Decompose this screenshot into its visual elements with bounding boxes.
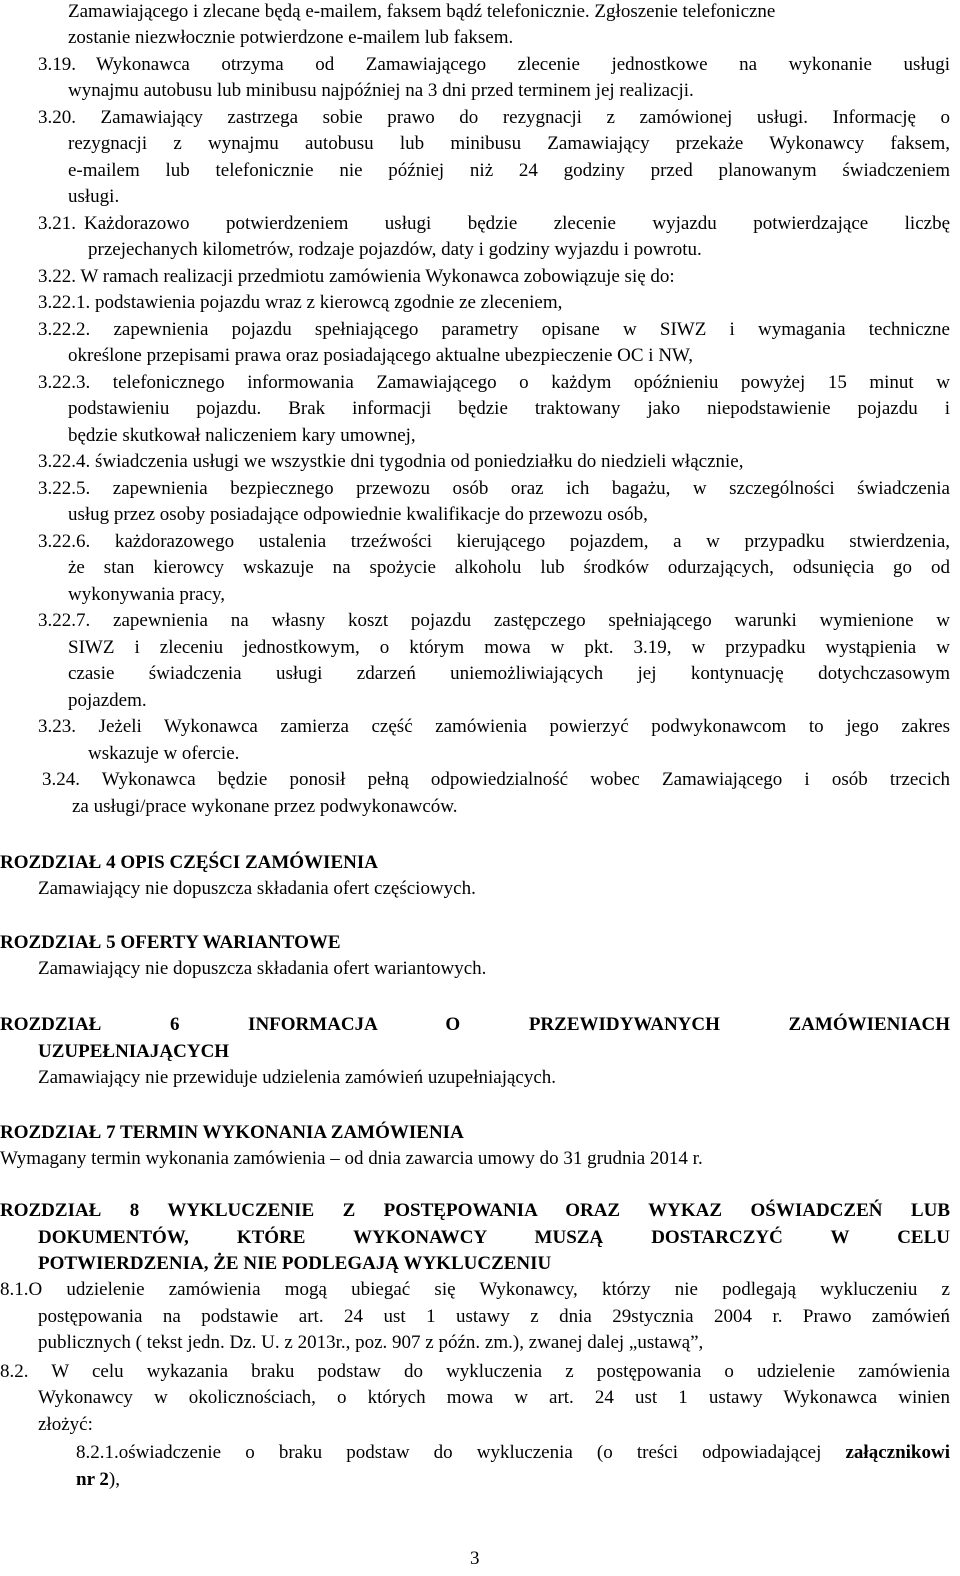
paragraph-3-22-7-line: czasie świadczenia usługi zdarzeń uniemożliwiających jej kontynuację dotychczasowym (68, 663, 950, 684)
paragraph-3-21-line: 3.21. Każdorazowo potwierdzeniem usługi będzie zlecenie wyjazdu potwierdzające liczbę (38, 213, 950, 234)
section-text: Zamawiający nie dopuszcza składania ofert częściowych. (38, 878, 476, 899)
paragraph-3-20-line: 3.20. Zamawiający zastrzega sobie prawo do rezygnacji z zamówionej usługi. Informację o (38, 107, 950, 128)
paragraph-8-1-line: publicznych ( tekst jedn. Dz. U. z 2013r., poz. 907 z późn. zm.), zwanej dalej „ustawą”, (38, 1332, 704, 1353)
paragraph-3-24-line: za usługi/prace wykonane przez podwykonawców. (72, 796, 458, 817)
paragraph-3-22-2-line: określone przepisami prawa oraz posiadającego aktualne ubezpieczenie OC i NW, (68, 345, 693, 366)
section-heading: UZUPEŁNIAJĄCYCH (38, 1041, 230, 1062)
paragraph-3-22-3-line: 3.22.3. telefonicznego informowania Zamawiającego o każdym opóźnieniu powyżej 15 minut w (38, 372, 950, 393)
paragraph-8-1-line: 8.1.O udzielenie zamówienia mogą ubiegać się Wykonawcy, którzy nie podlegają wykluczeniu z (0, 1279, 950, 1300)
paragraph-8-2-1-line: nr 2), (76, 1469, 120, 1490)
paragraph-3-22-7-line: pojazdem. (68, 690, 147, 711)
paragraph-8-1-line: postępowania na podstawie art. 24 ust 1 ustawy z dnia 29stycznia 2004 r. Prawo zamówień (38, 1306, 950, 1327)
section-text: Zamawiający nie dopuszcza składania ofert wariantowych. (38, 958, 487, 979)
paragraph-line: Zamawiającego i zlecane będą e-mailem, faksem bądź telefonicznie. Zgłoszenie telefoniczne (68, 1, 776, 22)
section-heading: DOKUMENTÓW, KTÓRE WYKONAWCY MUSZĄ DOSTARCZYĆ W CELU (38, 1227, 950, 1248)
paragraph-3-19-line: 3.19. Wykonawca otrzyma od Zamawiającego zlecenie jednostkowe na wykonanie usługi (38, 54, 950, 75)
section-heading: ROZDZIAŁ 7 TERMIN WYKONANIA ZAMÓWIENIA (0, 1122, 464, 1143)
paragraph-3-20-line: rezygnacji z wynajmu autobusu lub minibusu Zamawiający przekaże Wykonawcy faksem, (68, 133, 950, 154)
paragraph-3-22-2-line: 3.22.2. zapewnienia pojazdu spełniającego parametry opisane w SIWZ i wymagania techniczne (38, 319, 950, 340)
section-heading: ROZDZIAŁ 6 INFORMACJA O PRZEWIDYWANYCH ZAMÓWIENIACH (0, 1014, 950, 1035)
paragraph-3-22-1-line: 3.22.1. podstawienia pojazdu wraz z kierowcą zgodnie ze zleceniem, (38, 292, 563, 313)
paragraph-3-22-line: 3.22. W ramach realizacji przedmiotu zamówienia Wykonawca zobowiązuje się do: (38, 266, 675, 287)
section-heading: POTWIERDZENIA, ŻE NIE PODLEGAJĄ WYKLUCZENIU (38, 1253, 552, 1274)
paragraph-3-22-7-line: 3.22.7. zapewnienia na własny koszt pojazdu zastępczego spełniającego warunki wymienione w (38, 610, 950, 631)
paragraph-3-22-6-line: że stan kierowcy wskazuje na spożycie alkoholu lub środków odurzających, odsunięcia go od (68, 557, 950, 578)
section-heading: ROZDZIAŁ 5 OFERTY WARIANTOWE (0, 932, 341, 953)
paragraph-3-22-3-line: będzie skutkował naliczeniem kary umownej, (68, 425, 416, 446)
section-text: Wymagany termin wykonania zamówienia – od dnia zawarcia umowy do 31 grudnia 2014 r. (0, 1148, 703, 1169)
paragraph-3-22-5-line: 3.22.5. zapewnienia bezpiecznego przewozu osób oraz ich bagażu, w szczególności świadczenia (38, 478, 950, 499)
paragraph-3-21-line: przejechanych kilometrów, rodzaje pojazdów, daty i godziny wyjazdu i powrotu. (88, 239, 702, 260)
paragraph-8-2-1-line: 8.2.1.oświadczenie o braku podstaw do wykluczenia (o treści odpowiadającej załącznikowi (76, 1442, 950, 1463)
paragraph-3-20-line: usługi. (68, 186, 120, 207)
paragraph-line: zostanie niezwłocznie potwierdzone e-mailem lub faksem. (68, 27, 514, 48)
section-text: Zamawiający nie przewiduje udzielenia zamówień uzupełniających. (38, 1067, 557, 1088)
paragraph-3-22-6-line: 3.22.6. każdorazowego ustalenia trzeźwości kierującego pojazdem, a w przypadku stwierdzenia, (38, 531, 950, 552)
paragraph-3-22-6-line: wykonywania pracy, (68, 584, 226, 605)
paragraph-3-22-7-line: SIWZ i zleceniu jednostkowym, o którym mowa w pkt. 3.19, w przypadku wystąpienia w (68, 637, 950, 658)
paragraph-3-24-line: 3.24. Wykonawca będzie ponosił pełną odpowiedzialność wobec Zamawiającego i osób trzecich (42, 769, 950, 790)
paragraph-3-22-4-line: 3.22.4. świadczenia usługi we wszystkie dni tygodnia od poniedziałku do niedzieli włącznie, (38, 451, 744, 472)
paragraph-3-22-5-line: usług przez osoby posiadające odpowiednie kwalifikacje do przewozu osób, (68, 504, 648, 525)
section-heading: ROZDZIAŁ 8 WYKLUCZENIE Z POSTĘPOWANIA ORAZ WYKAZ OŚWIADCZEŃ LUB (0, 1200, 950, 1221)
paragraph-3-22-3-line: podstawieniu pojazdu. Brak informacji będzie traktowany jako niepodstawienie pojazdu i (68, 398, 950, 419)
paragraph-3-19-line: wynajmu autobusu lub minibusu najpóźniej na 3 dni przed terminem jej realizacji. (68, 80, 694, 101)
page-number: 3 (470, 1548, 480, 1569)
paragraph-8-2-line: Wykonawcy w okolicznościach, o których mowa w art. 24 ust 1 ustawy Wykonawca winien (38, 1387, 950, 1408)
paragraph-3-23-line: 3.23. Jeżeli Wykonawca zamierza część zamówienia powierzyć podwykonawcom to jego zakres (38, 716, 950, 737)
paragraph-3-20-line: e-mailem lub telefonicznie nie później niż 24 godziny przed planowanym świadczeniem (68, 160, 950, 181)
paragraph-8-2-line: 8.2. W celu wykazania braku podstaw do wykluczenia z postępowania o udzielenie zamówienia (0, 1361, 950, 1382)
paragraph-8-2-line: złożyć: (38, 1414, 93, 1435)
paragraph-3-23-line: wskazuje w ofercie. (88, 743, 240, 764)
section-heading: ROZDZIAŁ 4 OPIS CZĘŚCI ZAMÓWIENIA (0, 852, 378, 873)
